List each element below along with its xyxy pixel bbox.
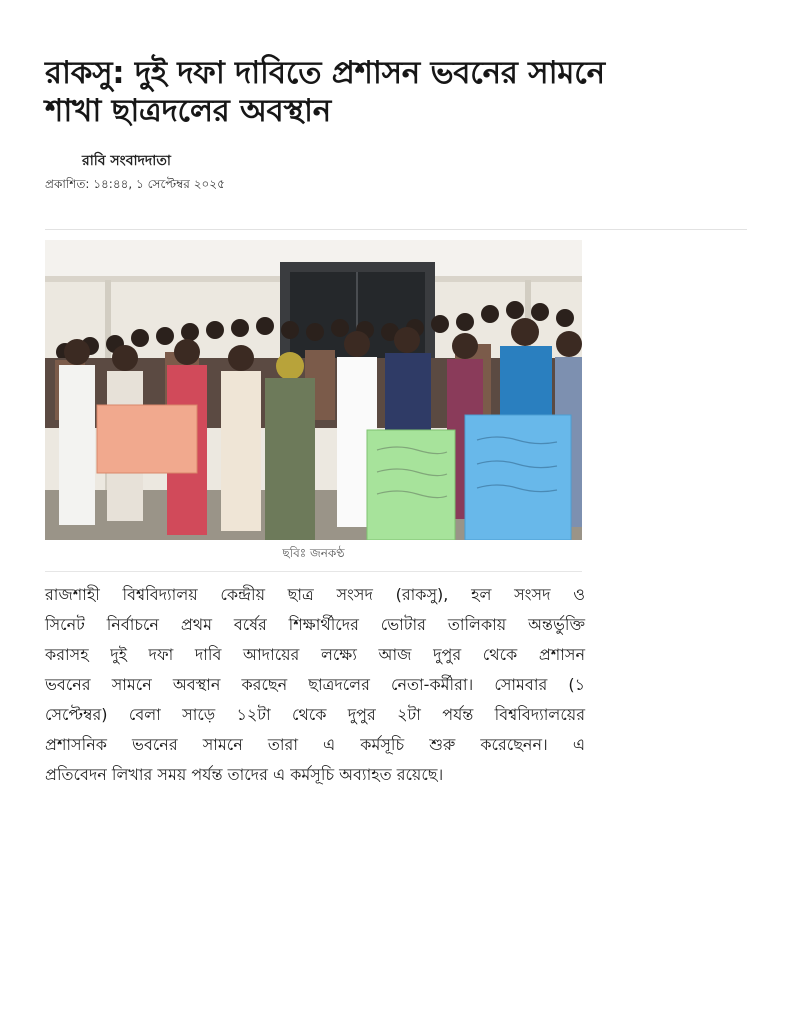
headline-line: শাখা ছাত্রদলের অবস্থান [45,93,331,129]
article-photo [45,240,582,540]
caption-divider [45,571,582,572]
image-caption: ছবিঃ জনকণ্ঠ [282,546,345,560]
article-headline [45,54,745,130]
body-line: রাজশাহী বিশ্ববিদ্যালয় কেন্দ্রীয় ছাত্র সংসদ (রাকসু), হল সংসদ ও [45,585,585,604]
body-line: সিনেট নির্বাচনে প্রথম বর্ষের শিক্ষার্থীদের ভোটার তালিকায় অন্তর্ভুক্তি [45,615,585,634]
article-body [45,580,585,790]
body-line: ভবনের সামনে অবস্থান করছেন ছাত্রদলের নেতা-কর্মীরা। সোমবার (১ [45,675,585,694]
body-line: প্রতিবেদন লিখার সময় পর্যন্ত তাদের এ কর্মসূচি অব্যাহত রয়েছে। [45,765,444,784]
body-line: সেপ্টেম্বর) বেলা সাড়ে ১২টা থেকে দুপুর ২টা পর্যন্ত বিশ্ববিদ্যালয়ের [45,705,585,724]
body-line: করাসহ দুই দফা দাবি আদায়ের লক্ষ্যে আজ দুপুর থেকে প্রশাসন [45,645,585,664]
published-timestamp: প্রকাশিত: ১৪:৪৪, ১ সেপ্টেম্বর ২০২৫ [45,177,225,191]
protest-photo-illustration [45,240,582,540]
headline-line: রাকসু: দুই দফা দাবিতে প্রশাসন ভবনের সামনে [45,55,605,91]
header-divider [45,229,747,230]
body-line: প্রশাসনিক ভবনের সামনে তারা এ কর্মসূচি শুরু করেছেনন। এ [45,735,585,754]
author-byline[interactable]: রাবি সংবাদদাতা [82,153,171,169]
